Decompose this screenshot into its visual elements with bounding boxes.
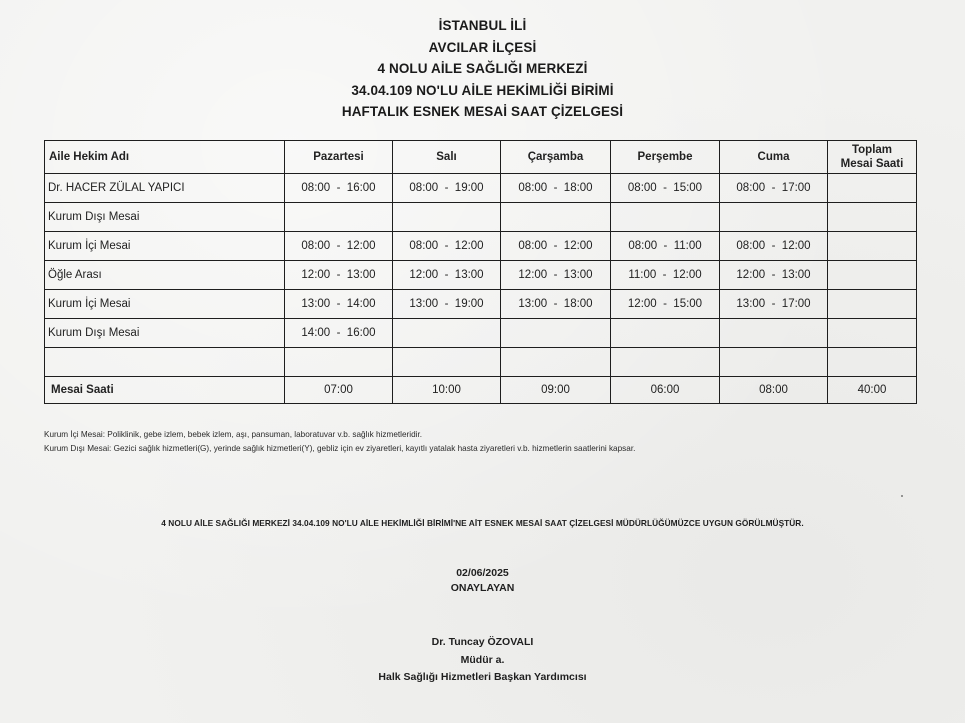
cell-total bbox=[828, 290, 917, 319]
cell-total bbox=[828, 232, 917, 261]
approval-block bbox=[0, 566, 965, 595]
cell-wednesday bbox=[501, 203, 611, 232]
total-wednesday: 09:00 bbox=[501, 377, 611, 404]
cell-total bbox=[828, 261, 917, 290]
total-header-line-2: Mesai Saati bbox=[840, 158, 904, 170]
column-header-monday: Pazartesi bbox=[285, 141, 393, 174]
approval-date: 02/06/2025 bbox=[456, 567, 509, 579]
row-label: Kurum İçi Mesai bbox=[45, 290, 285, 319]
cell-wednesday: 08:00 - 18:00 bbox=[501, 174, 611, 203]
cell-friday bbox=[720, 348, 828, 377]
document-header bbox=[0, 15, 965, 123]
table-row bbox=[45, 203, 917, 232]
total-monday: 07:00 bbox=[285, 377, 393, 404]
table-row bbox=[45, 232, 917, 261]
table-row bbox=[45, 290, 917, 319]
physician-name: Dr. HACER ZÜLAL YAPICI bbox=[45, 174, 285, 203]
table-row bbox=[45, 174, 917, 203]
cell-tuesday: 12:00 - 13:00 bbox=[393, 261, 501, 290]
row-label bbox=[45, 348, 285, 377]
cell-total bbox=[828, 203, 917, 232]
row-label: Kurum Dışı Mesai bbox=[45, 203, 285, 232]
footnotes bbox=[44, 428, 635, 456]
total-hours-row bbox=[45, 377, 917, 404]
cell-wednesday bbox=[501, 348, 611, 377]
cell-thursday bbox=[611, 319, 720, 348]
note-internal-hours: Kurum İçi Mesai: Poliklinik, gebe izlem, bebek izlem, aşı, pansuman, laboratuvar v.b. sağlık hizmetleridir. bbox=[44, 430, 422, 439]
cell-thursday bbox=[611, 348, 720, 377]
row-label: Kurum İçi Mesai bbox=[45, 232, 285, 261]
document-title: HAFTALIK ESNEK MESAİ SAAT ÇİZELGESİ bbox=[341, 104, 624, 119]
cell-monday bbox=[285, 203, 393, 232]
weekly-schedule-table bbox=[44, 140, 917, 404]
row-label: Kurum Dışı Mesai bbox=[45, 319, 285, 348]
row-label: Öğle Arası bbox=[45, 261, 285, 290]
cell-tuesday bbox=[393, 203, 501, 232]
header-health-center: 4 NOLU AİLE SAĞLIĞI MERKEZİ bbox=[377, 61, 588, 76]
cell-friday bbox=[720, 203, 828, 232]
total-thursday: 06:00 bbox=[611, 377, 720, 404]
column-header-tuesday: Salı bbox=[393, 141, 501, 174]
total-row-label: Mesai Saati bbox=[45, 377, 285, 404]
total-header-line-1: Toplam bbox=[851, 144, 893, 156]
cell-thursday: 11:00 - 12:00 bbox=[611, 261, 720, 290]
table-row-empty bbox=[45, 348, 917, 377]
cell-friday bbox=[720, 319, 828, 348]
cell-friday: 13:00 - 17:00 bbox=[720, 290, 828, 319]
table-row bbox=[45, 319, 917, 348]
cell-thursday: 12:00 - 15:00 bbox=[611, 290, 720, 319]
note-external-hours: Kurum Dışı Mesai: Gezici sağlık hizmetleri(G), yerinde sağlık hizmetleri(Y), gebliz için ev ziyaretleri, kayıtlı yatalak hasta ziyaretleri v.b. hizmetlerin saatlerini kapsar. bbox=[44, 444, 636, 453]
cell-tuesday bbox=[393, 348, 501, 377]
cell-monday: 14:00 - 16:00 bbox=[285, 319, 393, 348]
cell-tuesday: 13:00 - 19:00 bbox=[393, 290, 501, 319]
cell-thursday bbox=[611, 203, 720, 232]
signer-title: Müdür a. bbox=[460, 653, 505, 666]
cell-tuesday: 08:00 - 12:00 bbox=[393, 232, 501, 261]
approval-statement: 4 NOLU AİLE SAĞLIĞI MERKEZİ 34.04.109 NO'LU AİLE HEKİMLİĞİ BİRİMİ'NE AİT ESNEK MESAİ SAAT ÇİZELGESİ MÜDÜRLÜĞÜMÜZCE UYGUN GÖRÜLMÜŞTÜR. bbox=[161, 518, 804, 528]
cell-monday bbox=[285, 348, 393, 377]
cell-total bbox=[828, 319, 917, 348]
cell-monday: 08:00 - 16:00 bbox=[285, 174, 393, 203]
header-province: İSTANBUL İLİ bbox=[438, 18, 527, 33]
cell-monday: 08:00 - 12:00 bbox=[285, 232, 393, 261]
cell-monday: 13:00 - 14:00 bbox=[285, 290, 393, 319]
table-header-row bbox=[45, 141, 917, 174]
header-unit: 34.04.109 NO'LU AİLE HEKİMLİĞİ BİRİMİ bbox=[351, 82, 614, 98]
cell-tuesday: 08:00 - 19:00 bbox=[393, 174, 501, 203]
total-friday: 08:00 bbox=[720, 377, 828, 404]
cell-friday: 08:00 - 12:00 bbox=[720, 232, 828, 261]
cell-wednesday: 12:00 - 13:00 bbox=[501, 261, 611, 290]
total-weekly: 40:00 bbox=[828, 377, 917, 404]
table-row bbox=[45, 261, 917, 290]
signer-position: Halk Sağlığı Hizmetleri Başkan Yardımcısı bbox=[378, 671, 587, 683]
header-district: AVCILAR İLÇESİ bbox=[428, 39, 537, 55]
signer-block bbox=[0, 634, 965, 687]
cell-friday: 12:00 - 13:00 bbox=[720, 261, 828, 290]
cell-thursday: 08:00 - 15:00 bbox=[611, 174, 720, 203]
paper-speck bbox=[901, 495, 903, 497]
cell-friday: 08:00 - 17:00 bbox=[720, 174, 828, 203]
column-header-friday: Cuma bbox=[720, 141, 828, 174]
signer-name: Dr. Tuncay ÖZOVALI bbox=[431, 636, 534, 648]
cell-total bbox=[828, 174, 917, 203]
cell-monday: 12:00 - 13:00 bbox=[285, 261, 393, 290]
column-header-wednesday: Çarşamba bbox=[501, 141, 611, 174]
column-header-total-hours bbox=[828, 141, 917, 174]
cell-wednesday bbox=[501, 319, 611, 348]
total-tuesday: 10:00 bbox=[393, 377, 501, 404]
cell-tuesday bbox=[393, 319, 501, 348]
cell-thursday: 08:00 - 11:00 bbox=[611, 232, 720, 261]
cell-wednesday: 13:00 - 18:00 bbox=[501, 290, 611, 319]
approval-label: ONAYLAYAN bbox=[450, 581, 515, 594]
column-header-physician: Aile Hekim Adı bbox=[45, 141, 285, 174]
cell-total bbox=[828, 348, 917, 377]
cell-wednesday: 08:00 - 12:00 bbox=[501, 232, 611, 261]
column-header-thursday: Perşembe bbox=[611, 141, 720, 174]
